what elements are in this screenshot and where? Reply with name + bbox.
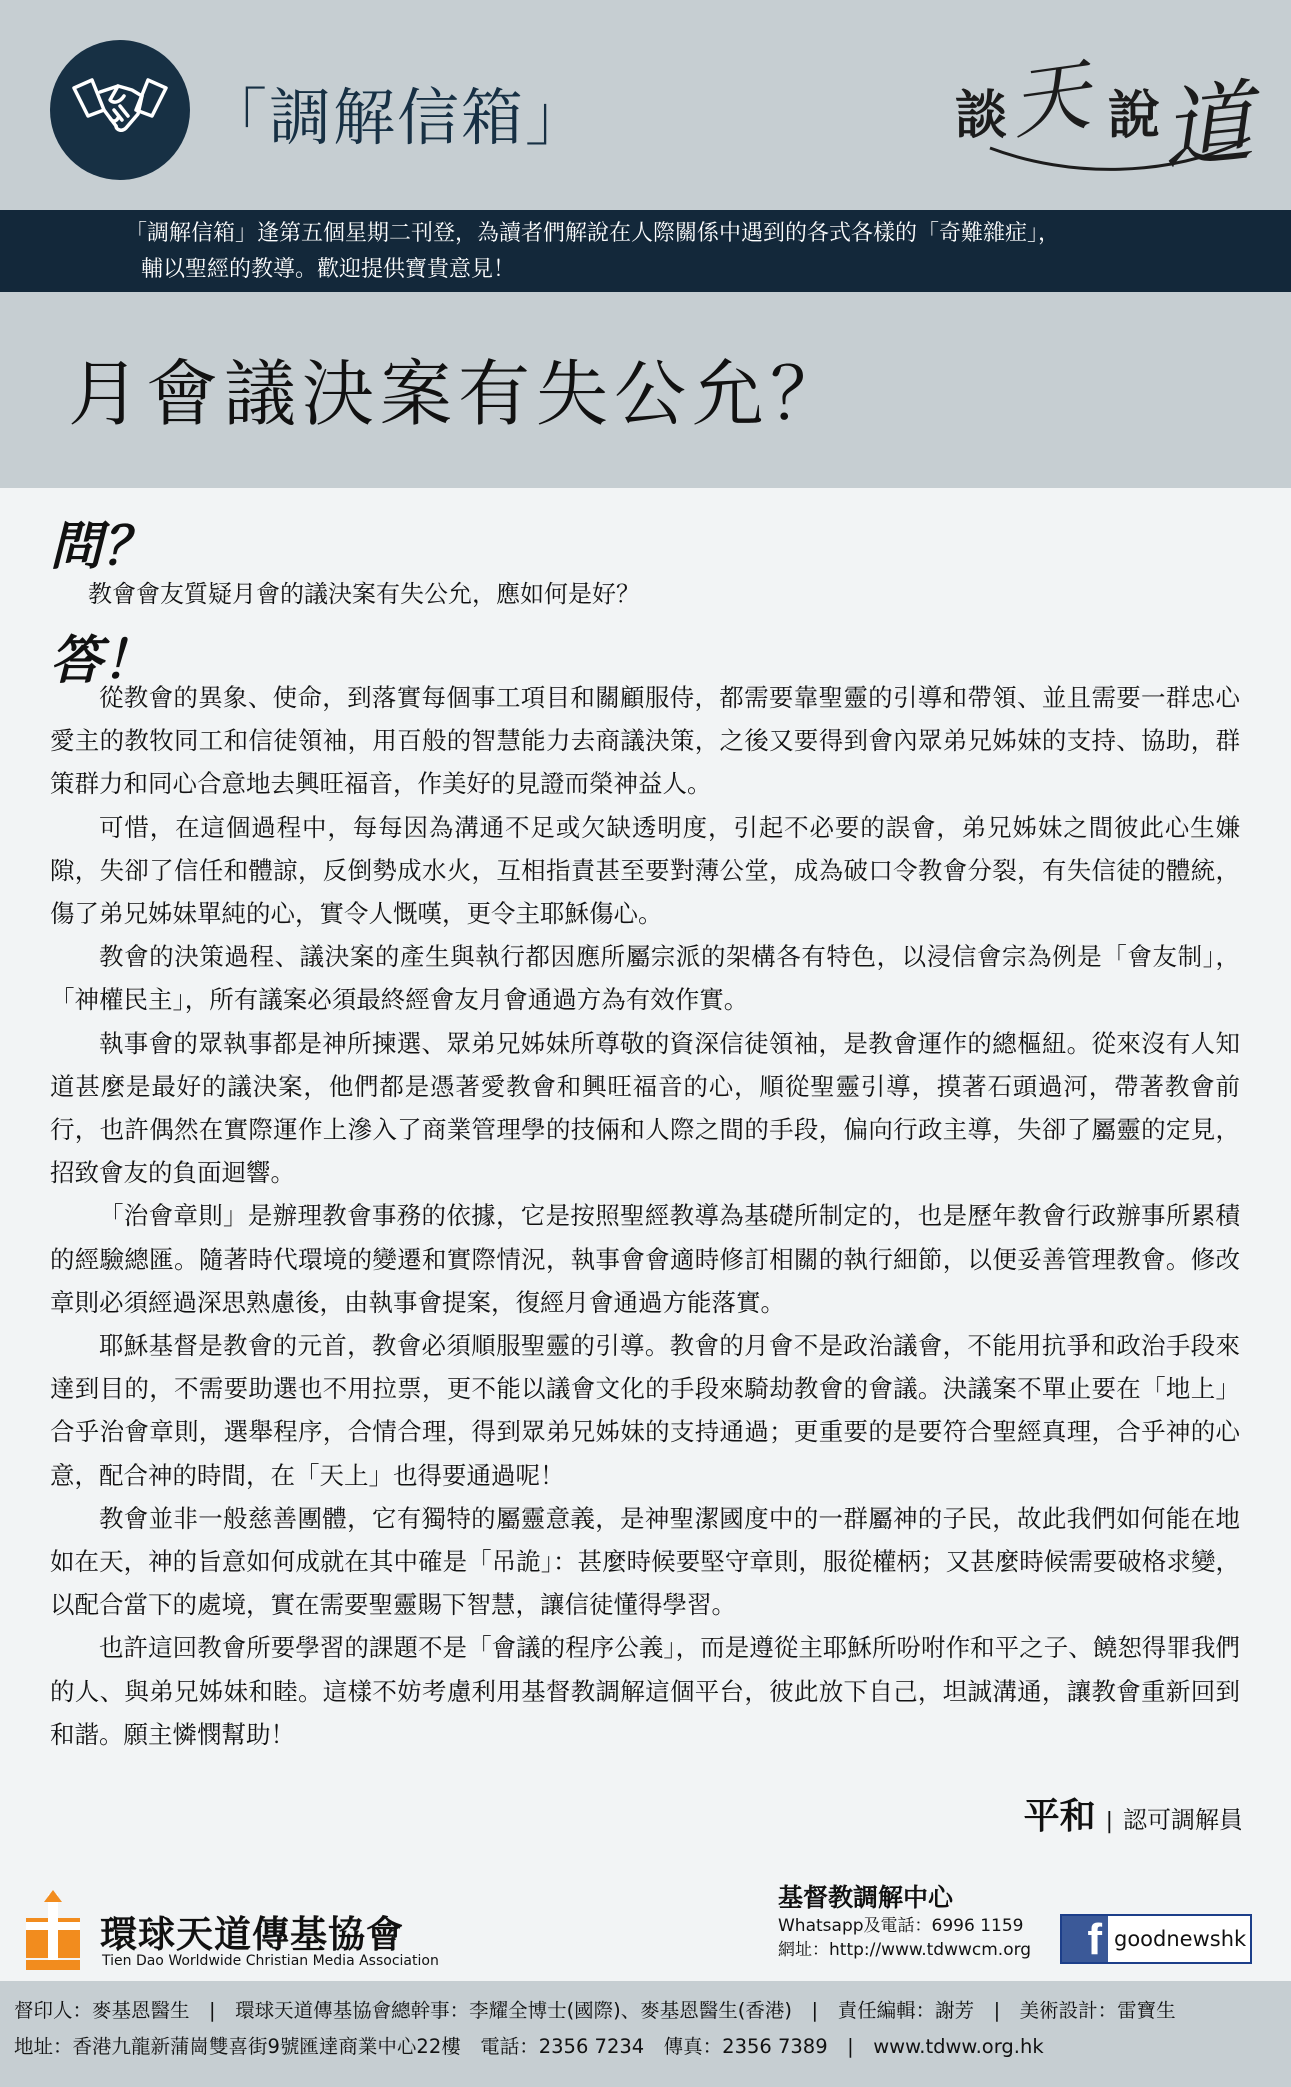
column-logo <box>50 40 190 180</box>
svg-text:道: 道 <box>1156 69 1258 184</box>
center-phone: Whatsapp及電話：6996 1159 <box>778 1916 1024 1936</box>
answer-paragraph: 執事會的眾執事都是神所揀選、眾弟兄姊妹所尊敬的資深信徒領袖，是教會運作的總樞紐。從來沒有人知道甚麼是最好的議決案，他們都是憑著愛教會和興旺福音的心，順從聖靈引導，摸著石頭過河，帶著教會前行，也許偶然在實際運作上滲入了商業管理學的技倆和人際之間的手段，偏向行政主導，失卻了屬靈的定見，招致會友的負面迴響。 <box>50 1028 1240 1188</box>
answer-paragraph: 可惜，在這個過程中，每每因為溝通不足或欠缺透明度，引起不必要的誤會，弟兄姊妹之間彼此心生嫌隙，失卻了信任和體諒，反倒勢成水火，互相指責甚至要對薄公堂，成為破口令教會分裂，有失信徒的體統，傷了弟兄姊妹單純的心，實令人慨嘆，更令主耶穌傷心。 <box>50 812 1240 929</box>
center-name: 基督教調解中心 <box>778 1883 954 1912</box>
svg-text:天: 天 <box>1005 50 1095 151</box>
mediation-center-info <box>778 1878 1031 1962</box>
footer-bar <box>0 1981 1291 2087</box>
author-signature <box>1024 1788 1243 1839</box>
answer-paragraph: 「治會章則」是辦理教會事務的依據，它是按照聖經教導為基礎所制定的，也是歷年教會行政辦事所累積的經驗總匯。隨著時代環境的變遷和實際情況，執事會會適時修訂相關的執行細節，以便妥善管理教會。修改章則必須經過深思熟慮後，由執事會提案，復經月會通過方能落實。 <box>50 1201 1240 1317</box>
header-band <box>0 0 1291 210</box>
svg-text:談: 談 <box>955 85 1008 146</box>
intro-line-2: 輔以聖經的教導。歡迎提供寶貴意見！ <box>141 257 516 282</box>
author-role: 認可調解員 <box>1123 1806 1243 1834</box>
answer-paragraph: 教會並非一般慈善團體，它有獨特的屬靈意義，是神聖潔國度中的一群屬神的子民，故此我們如何能在地如在天，神的旨意如何成就在其中確是「吊詭」：甚麼時候要堅守章則，服從權柄；又甚麼時候需要破格求變，以配合當下的處境，實在需要聖靈賜下智慧，讓信徒懂得學習。 <box>50 1503 1240 1620</box>
article-title: 月會議決案有失公允？ <box>68 352 849 436</box>
answer-paragraph: 也許這回教會所要學習的課題不是「會議的程序公義」，而是遵從主耶穌所吩咐作和平之子、饒恕得罪我們的人、與弟兄姊妹和睦。這樣不妨考慮利用基督教調解這個平台，彼此放下自己，坦誠溝通，讓教會重新回到和諧。願主憐憫幫助！ <box>50 1633 1240 1749</box>
answer-paragraph: 教會的決策過程、議決案的產生與執行都因應所屬宗派的架構各有特色，以浸信會宗為例是「會友制」，「神權民主」，所有議案必須最終經會友月會通過方為有效作實。 <box>50 942 1240 1015</box>
footer-credits: 督印人：麥基恩醫生 | 環球天道傳基協會總幹事：李耀全博士(國際)、麥基恩醫生(香港) | 責任編輯：謝芳 | 美術設計：雷寶生 <box>14 1999 1176 2022</box>
article-body <box>0 488 1291 1885</box>
tdw-logo-icon <box>18 1888 88 1973</box>
intro-banner <box>0 210 1291 292</box>
facebook-handle: goodnewshk <box>1114 1927 1247 1951</box>
intro-line-1: 「調解信箱」逢第五個星期二刊登，為讀者們解說在人際關係中遇到的各式各樣的「奇難雜症」， <box>125 221 1061 246</box>
organization-name: 環球天道傳基協會 <box>100 1913 404 1956</box>
author-name: 平和 <box>1023 1796 1096 1837</box>
answer-label: 答！ <box>50 631 155 691</box>
facebook-icon: f <box>1062 1916 1108 1962</box>
organization-name-en: Tien Dao Worldwide Christian Media Association <box>102 1953 439 1969</box>
title-band <box>0 292 1291 488</box>
answer-paragraph: 從教會的異象、使命，到落實每個事工項目和關顧服侍，都需要靠聖靈的引導和帶領、並且需要一群忠心愛主的教牧同工和信徒領袖，用百般的智慧能力去商議決策，之後又要得到會內眾弟兄姊妹的支持、協助，群策群力和同心合意地去興旺福音，作美好的見證而榮神益人。 <box>50 683 1240 799</box>
center-website[interactable]: 網址：http://www.tdwwcm.org <box>778 1940 1032 1960</box>
question-text: 教會會友質疑月會的議決案有失公允，應如何是好？ <box>88 580 640 608</box>
footer-address: 地址：香港九龍新蒲崗雙喜街9號匯達商業中心22樓 電話：2356 7234 傳真：2356 7389 | www.tdww.org.hk <box>14 2035 1044 2058</box>
column-title: 「調解信箱」 <box>205 81 590 154</box>
answer-text <box>50 676 1240 1756</box>
brand-row <box>0 1868 1291 1978</box>
masthead-calligraphy-logo <box>950 38 1260 188</box>
facebook-link[interactable] <box>1060 1914 1252 1964</box>
question-label: 問？ <box>50 517 155 577</box>
handshake-icon <box>70 70 170 150</box>
svg-text:說: 說 <box>1108 85 1161 146</box>
answer-paragraph: 耶穌基督是教會的元首，教會必須順服聖靈的引導。教會的月會不是政治議會，不能用抗爭和政治手段來達到目的，不需要助選也不用拉票，更不能以議會文化的手段來騎劫教會的會議。決議案不單止要在「地上」合乎治會章則，選舉程序，合情合理，得到眾弟兄姊妹的支持通過；更重要的是要符合聖經真理，合乎神的心意，配合神的時間，在「天上」也得要通過呢！ <box>50 1331 1240 1490</box>
signature-separator: | <box>1105 1809 1113 1834</box>
